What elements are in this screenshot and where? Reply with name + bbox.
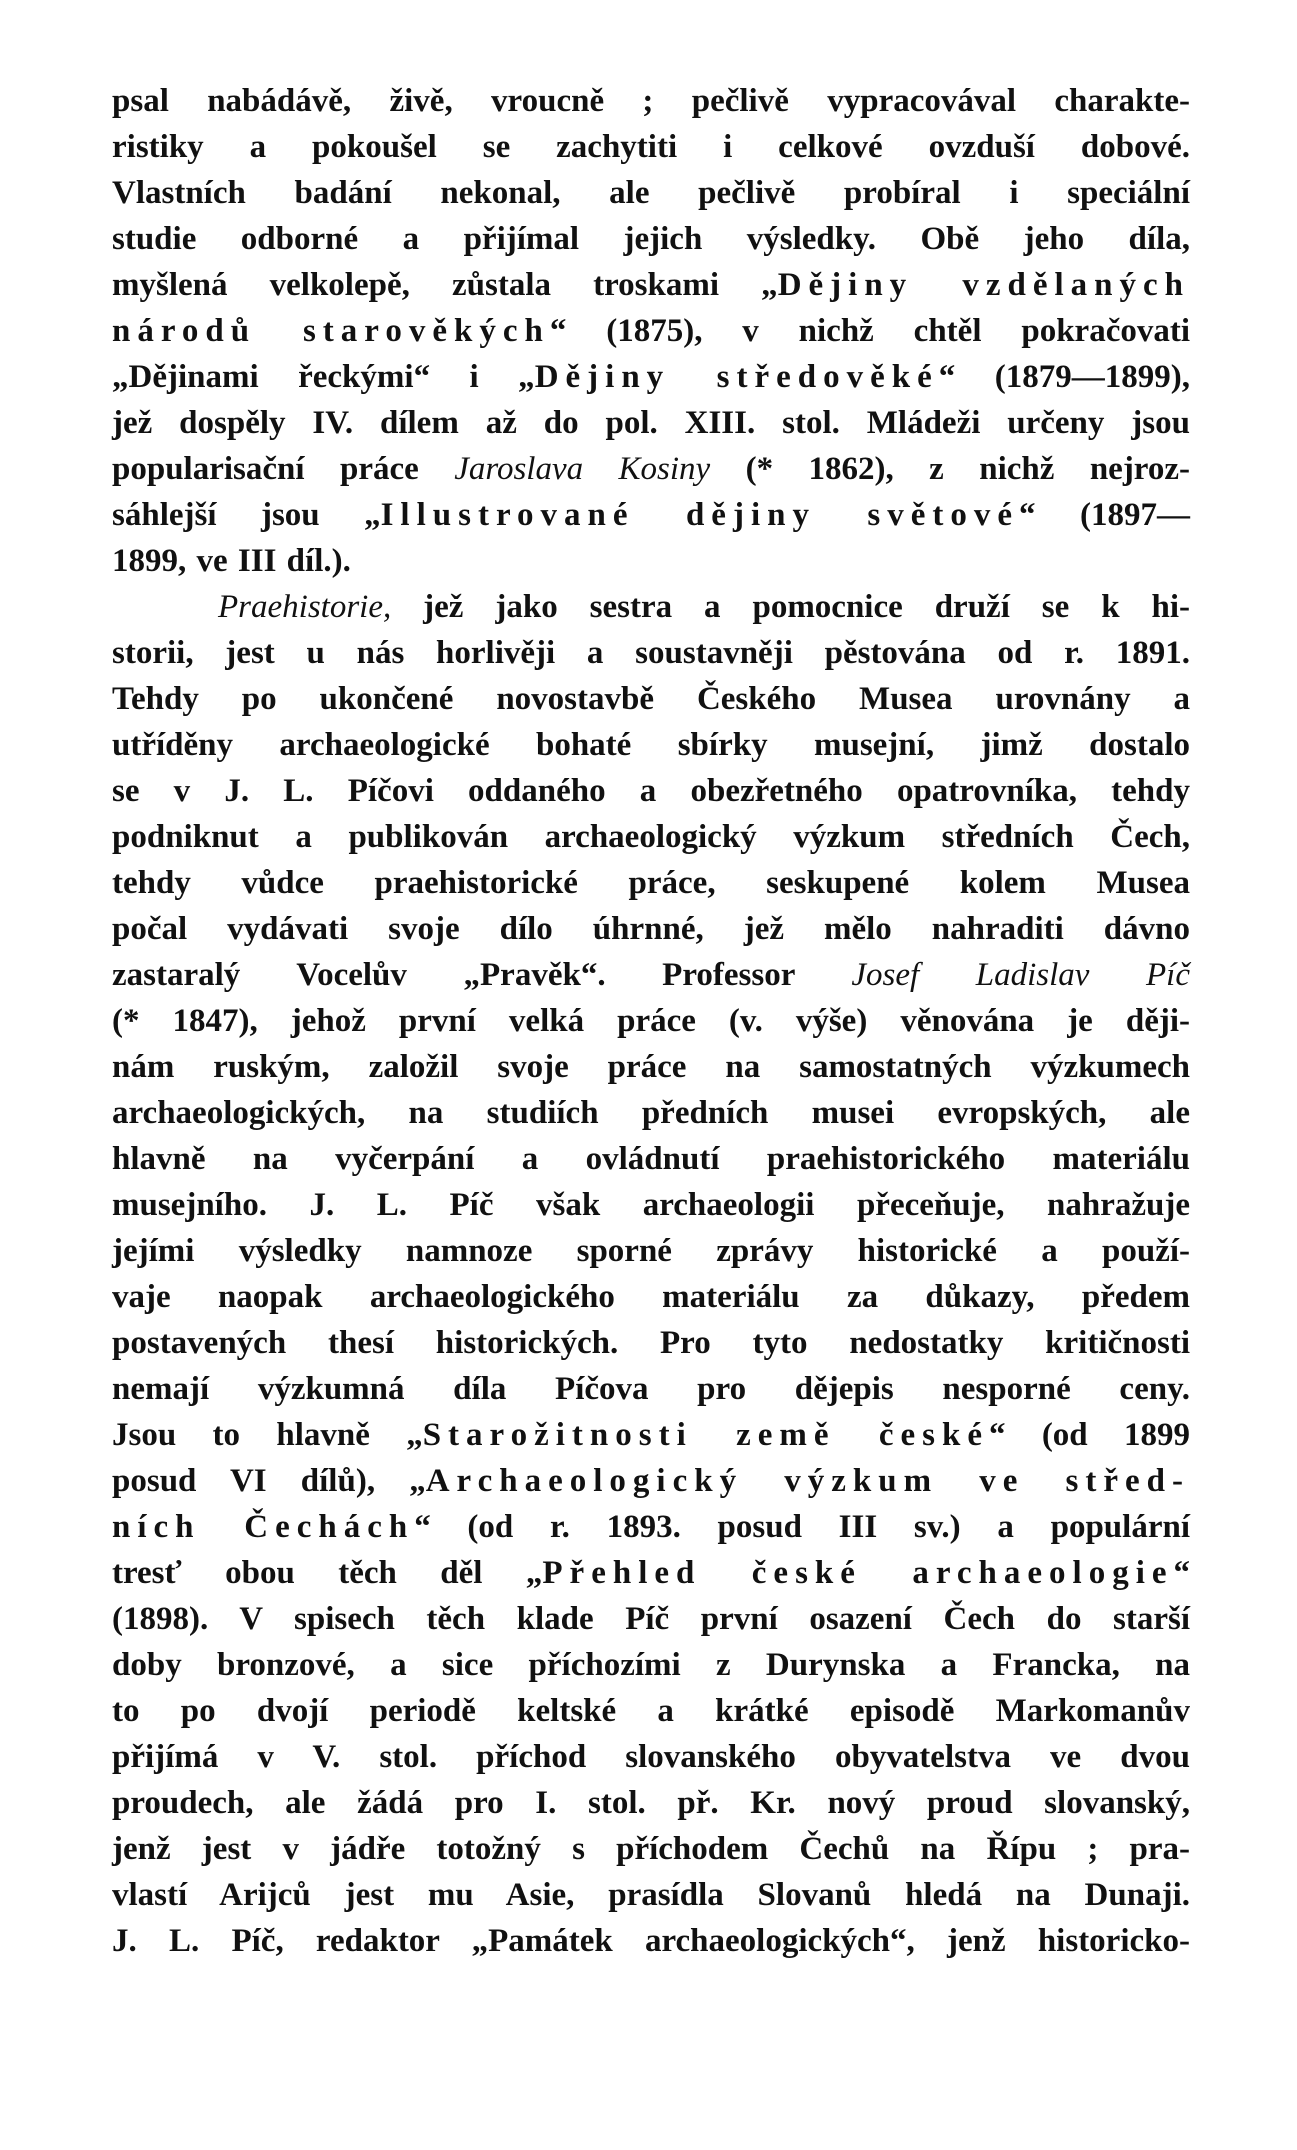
text-segment: myšlená velkolepě, zůstala troskami „ [112,267,778,303]
text-segment: “ (od r. 1893. posud III sv.) a populární [414,1509,1190,1545]
text-line [112,1688,1190,1734]
text-segment: hlavně na vyčerpání a ovládnutí praehistorického materiálu [112,1141,1190,1177]
spaced-title: Illustrované dějiny světové [380,497,1020,533]
text-segment: se v J. L. Píčovi oddaného a obezřetného opatrovníka, tehdy [112,773,1190,809]
text-segment: “ (od 1899 [988,1417,1190,1453]
text-line [112,1182,1190,1228]
text-line [112,1596,1190,1642]
text-segment: posud VI dílů), „ [112,1463,426,1499]
text-line [112,1228,1190,1274]
text-line [112,1412,1190,1458]
text-line [112,492,1190,538]
text-segment: nám ruským, založil svoje práce na samostatných výzkumech [112,1049,1190,1085]
text-segment: vaje naopak archaeologického materiálu za důkazy, předem [112,1279,1190,1315]
text-segment: „Dějinami řeckými“ i „ [112,359,535,395]
text-line [112,1826,1190,1872]
text-segment: počal vydávati svoje dílo úhrnné, jež mělo nahraditi dávno [112,911,1190,947]
text-segment: podniknut a publikován archaeologický výzkum středních Čech, [112,819,1190,855]
text-line [112,400,1190,446]
text-line [112,584,1190,630]
text-segment: “ (1875), v nichž chtěl pokračovati [549,313,1191,349]
text-segment: psal nabádávě, živě, vroucně ; pečlivě vypracovával charakte- [112,83,1190,119]
text-line [112,1918,1190,1964]
text-segment: “ (1879—1899), [938,359,1190,395]
text-line [112,78,1190,124]
text-line [112,722,1190,768]
text-segment: to po dvojí periodě keltské a krátké episodě Markomanův [112,1693,1190,1729]
text-segment: (* 1862), z nichž nejroz- [710,451,1190,487]
text-segment: musejního. J. L. Píč však archaeologii přeceňuje, nahražuje [112,1187,1190,1223]
text-segment: postavených thesí historických. Pro tyto nedostatky kritičnosti [112,1325,1190,1361]
text-segment: sáhlejší jsou „ [112,497,381,533]
text-line [112,1136,1190,1182]
text-segment: utříděny archaeologické bohaté sbírky musejní, jimž dostalo [112,727,1190,763]
text-segment: Jsou to hlavně „ [112,1417,423,1453]
text-line [112,676,1190,722]
text-line [112,262,1190,308]
text-segment: J. L. Píč, redaktor „Památek archaeologických“, jenž historicko- [112,1923,1190,1959]
text-segment: jež jako sestra a pomocnice druží se k hi- [391,589,1190,625]
text-line [112,1872,1190,1918]
text-segment: jež dospěly IV. dílem až do pol. XIII. stol. Mládeži určeny jsou [112,405,1190,441]
text-line [112,1274,1190,1320]
text-line [112,308,1190,354]
text-line [112,124,1190,170]
text-segment: archaeologických, na studiích předních musei evropských, ale [112,1095,1190,1131]
text-line [112,1044,1190,1090]
text-segment: Vlastních badání nekonal, ale pečlivě probíral i speciální [112,175,1190,211]
text-segment: přijímá v V. stol. příchod slovanského obyvatelstva ve dvou [112,1739,1190,1775]
text-segment: storii, jest u nás horlivěji a soustavněji pěstována od r. 1891. [112,635,1190,671]
text-segment: doby bronzové, a sice příchozími z Durynska a Francka, na [112,1647,1190,1683]
text-line [112,998,1190,1044]
text-line [112,1090,1190,1136]
text-line [112,538,1190,584]
text-line [112,630,1190,676]
text-segment: ristiky a pokoušel se zachytiti i celkové ovzduší dobové. [112,129,1190,165]
text-segment: jejími výsledky namnoze sporné zprávy historické a použí- [112,1233,1190,1269]
text-line [112,1320,1190,1366]
spaced-title: Dějiny středověké [534,359,939,395]
text-segment: tehdy vůdce praehistorické práce, seskupené kolem Musea [112,865,1190,901]
text-line [112,814,1190,860]
text-segment: “ [1173,1555,1191,1591]
spaced-title: národů starověkých [112,313,550,349]
text-line [112,1780,1190,1826]
text-line [112,952,1190,998]
spaced-title: ních Čechách [112,1509,415,1545]
text-segment: proudech, ale žádá pro I. stol. př. Kr. nový proud slovanský, [112,1785,1190,1821]
text-line [112,1458,1190,1504]
text-line [112,1642,1190,1688]
text-segment: tresť obou těch děl „ [112,1555,543,1591]
italic-name: Jaroslava Kosiny [454,451,711,487]
text-line [112,1550,1190,1596]
text-segment: popularisační práce [112,451,455,487]
text-segment: (1898). V spisech těch klade Píč první osazení Čech do starší [112,1601,1190,1637]
text-segment: jenž jest v jádře totožný s příchodem Čechů na Řípu ; pra- [112,1831,1190,1867]
text-line [112,1734,1190,1780]
italic-name: Praehistorie, [218,589,392,625]
text-line [112,446,1190,492]
text-line [112,768,1190,814]
text-line [112,860,1190,906]
text-segment: (* 1847), jehož první velká práce (v. výše) věnována je ději- [112,1003,1190,1039]
text-line [112,170,1190,216]
text-line [112,354,1190,400]
text-line [112,1366,1190,1412]
spaced-title: Přehled české archaeologie [542,1555,1174,1591]
spaced-title: Dějiny vzdělaných [777,267,1190,303]
text-line [112,216,1190,262]
text-line [112,906,1190,952]
text-segment: 1899, ve III díl.). [112,543,351,579]
page-text [112,78,1190,1964]
italic-name: Josef Ladislav Píč [851,957,1190,993]
text-segment: zastaralý Vocelův „Pravěk“. Professor [112,957,852,993]
text-segment: nemají výzkumná díla Píčova pro dějepis nesporné ceny. [112,1371,1190,1407]
text-line [112,1504,1190,1550]
text-segment: vlastí Arijců jest mu Asie, prasídla Slovanů hledá na Dunaji. [112,1877,1190,1913]
spaced-title: Archaeologický výzkum ve střed- [425,1463,1190,1499]
text-segment: studie odborné a přijímal jejich výsledky. Obě jeho díla, [112,221,1190,257]
spaced-title: Starožitnosti země české [422,1417,989,1453]
text-segment: Tehdy po ukončené novostavbě Českého Musea urovnány a [112,681,1190,717]
text-segment: “ (1897— [1019,497,1190,533]
